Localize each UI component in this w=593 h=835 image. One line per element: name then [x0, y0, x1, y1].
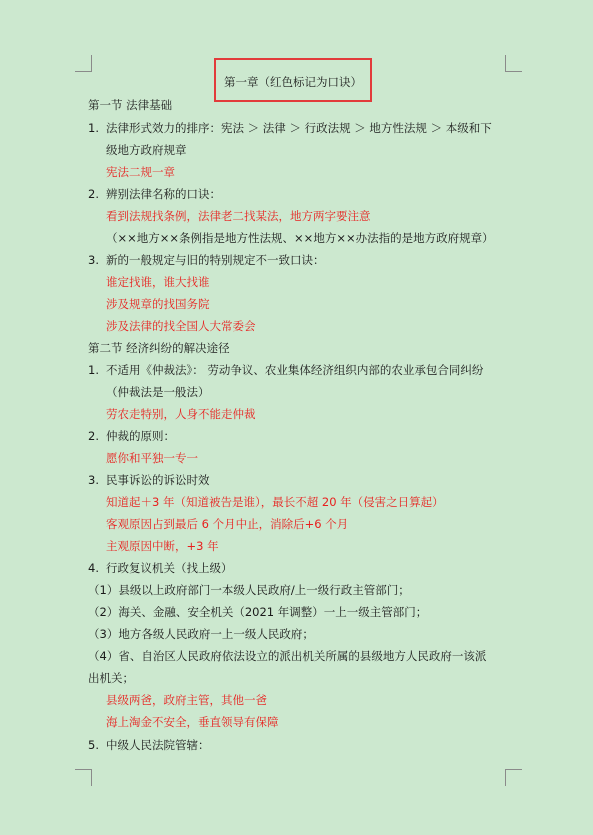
mnemonic-2: 看到法规找条例，法律老二找某法，地方两字要注意: [106, 209, 371, 223]
mnemonic-3b: 涉及规章的找国务院: [106, 297, 210, 311]
mnemonic-3c: 涉及法律的找全国人大常委会: [106, 319, 256, 333]
list-item-text: 不适用《仲裁法》： 劳动争议、农业集体经济组织内部的农业承包合同纠纷: [106, 363, 484, 377]
list-number: 2.: [88, 429, 99, 443]
s2-item4-point-4-continued: 出机关；: [88, 671, 134, 685]
section-heading-2: 第二节 经济纠纷的解决途径: [88, 341, 230, 355]
s2-list-item-3: [88, 472, 210, 488]
s2-item4-point-1: （1）县级以上政府部门一本级人民政府/上一级行政主管部门；: [88, 583, 410, 597]
list-item-text: 民事诉讼的诉讼时效: [106, 473, 210, 487]
mnemonic-1: 宪法二规一章: [106, 165, 175, 179]
s2-mnemonic-2: 愿你和平独一专一: [106, 451, 198, 465]
chapter-title: 第一章（红色标记为口诀）: [224, 75, 362, 89]
list-item-text: 仲裁的原则：: [106, 429, 175, 443]
s2-item4-point-2: （2）海关、金融、安全机关（2021 年调整）一上一级主管部门；: [88, 605, 428, 619]
s2-mnemonic-1: 劳农走特别，人身不能走仲裁: [106, 407, 256, 421]
list-item-1-continued: 级地方政府规章: [106, 143, 187, 157]
s2-item4-point-4: （4）省、自治区人民政府依法设立的派出机关所属的县级地方人民政府一该派: [88, 649, 487, 663]
s2-list-item-2: [88, 428, 175, 444]
s2-list-item-4: [88, 560, 233, 576]
page-corner-mark-top-left: [75, 55, 92, 72]
list-item-2: [88, 186, 221, 202]
s2-mnemonic-3c: 主观原因中断，+3 年: [106, 539, 219, 553]
page-corner-mark-bottom-right: [505, 769, 522, 786]
list-item-text: 辨别法律名称的口诀：: [106, 187, 221, 201]
list-number: 5.: [88, 738, 99, 752]
page-corner-mark-bottom-left: [75, 769, 92, 786]
s2-mnemonic-3a: 知道起＋3 年（知道被告是谁），最长不超 20 年（侵害之日算起）: [106, 495, 444, 509]
s2-mnemonic-4a: 县级两爸，政府主管，其他一爸: [106, 693, 267, 707]
list-number: 1.: [88, 121, 99, 135]
page-corner-mark-top-right: [505, 55, 522, 72]
list-number: 4.: [88, 561, 99, 575]
s2-mnemonic-3b: 客观原因占到最后 6 个月中止，消除后+6 个月: [106, 517, 349, 531]
list-item-text: 行政复议机关（找上级）: [106, 561, 233, 575]
list-number: 3.: [88, 473, 99, 487]
list-number: 2.: [88, 187, 99, 201]
list-item-text: 中级人民法院管辖：: [106, 738, 210, 752]
s2-item4-point-3: （3）地方各级人民政府一上一级人民政府；: [88, 627, 314, 641]
list-number: 3.: [88, 253, 99, 267]
note-2: （××地方××条例指是地方性法规、××地方××办法指的是地方政府规章）: [106, 231, 494, 245]
s2-list-item-1: [88, 362, 483, 378]
s2-list-item-1-continued: （仲裁法是一般法）: [106, 385, 210, 399]
mnemonic-3a: 谁定找谁，谁大找谁: [106, 275, 210, 289]
list-item-text: 新的一般规定与旧的特别规定不一致口诀：: [106, 253, 325, 267]
section-heading-1: 第一节 法律基础: [88, 98, 173, 112]
list-item-3: [88, 252, 325, 268]
s2-mnemonic-4b: 海上淘金不安全，垂直领导有保障: [106, 715, 279, 729]
list-item-1: [88, 120, 492, 136]
list-item-text: 法律形式效力的排序：宪法 ＞ 法律 ＞ 行政法规 ＞ 地方性法规 ＞ 本级和下: [106, 121, 492, 135]
list-number: 1.: [88, 363, 99, 377]
s2-list-item-5: [88, 737, 210, 753]
